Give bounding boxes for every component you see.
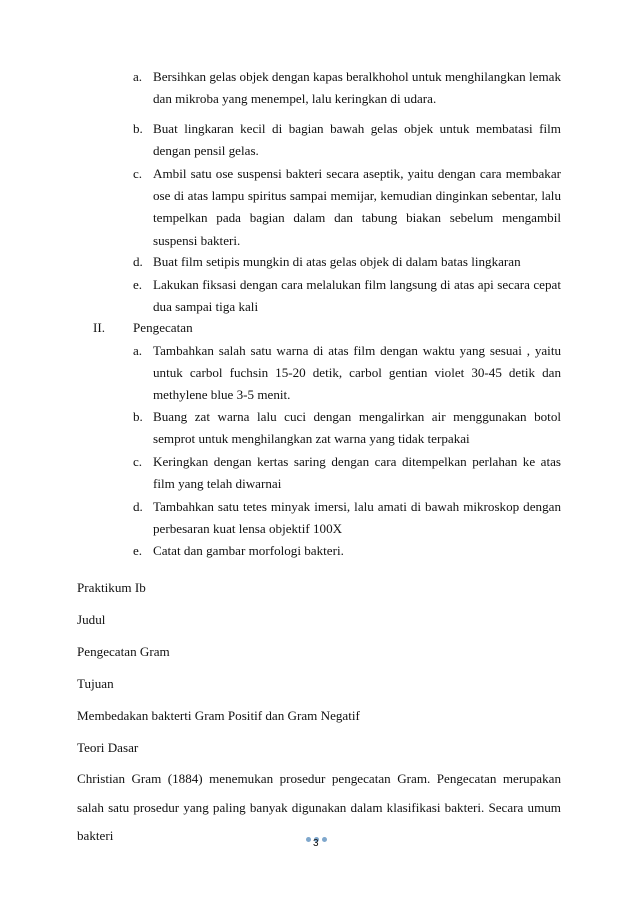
teori-dasar-label: Teori Dasar	[77, 740, 139, 755]
list-marker: c.	[133, 454, 143, 469]
list-text: Bersihkan gelas objek dengan kapas beralkhohol untuk menghilangkan lemak dan mikroba yang menempel, lalu keringkan di udara.	[153, 69, 561, 107]
teori-dasar-text: Christian Gram (1884) menemukan prosedur pengecatan Gram. Pengecatan merupakan salah satu prosedur yang paling banyak digunakan dalam klasifikasi bakteri. Secara umum bakteri	[77, 771, 561, 843]
list-item	[133, 274, 561, 318]
list-marker: b.	[133, 409, 143, 424]
section-numeral: II.	[93, 320, 105, 335]
list-marker: c.	[133, 166, 143, 181]
list-text: Lakukan fiksasi dengan cara melalukan film langsung di atas api secara cepat dua sampai tiga kali	[153, 277, 561, 315]
list-marker: a.	[133, 69, 143, 84]
list-item	[133, 163, 561, 252]
list-item	[133, 118, 561, 162]
judul-label: Judul	[77, 612, 106, 627]
judul-text: Pengecatan Gram	[77, 644, 170, 659]
list-item	[133, 540, 561, 562]
list-text: Ambil satu ose suspensi bakteri secara aseptik, yaitu dengan cara membakar ose di atas lampu spiritus sampai memijar, kemudian dinginkan sebentar, lalu tempelkan pada bagian dalam dan tabung biakan sebelum mengambil suspensi bakteri.	[153, 166, 561, 248]
list-text: Catat dan gambar morfologi bakteri.	[153, 543, 344, 558]
list-marker: e.	[133, 543, 143, 558]
list-item	[133, 451, 561, 495]
list-marker: a.	[133, 343, 143, 358]
list-marker: d.	[133, 254, 143, 269]
list-item	[133, 251, 561, 273]
tujuan-text: Membedakan bakterti Gram Positif dan Gram Negatif	[77, 708, 360, 723]
list-item	[133, 406, 561, 450]
list-item	[133, 340, 561, 407]
list-marker: e.	[133, 277, 143, 292]
page-number: 3	[313, 838, 319, 849]
section-title: Pengecatan	[133, 320, 193, 335]
list-item	[133, 66, 561, 110]
tujuan-label: Tujuan	[77, 676, 114, 691]
praktikum-heading: Praktikum Ib	[77, 580, 146, 595]
list-text: Buang zat warna lalu cuci dengan mengalirkan air menggunakan botol semprot untuk menghilangkan zat warna yang tidak terpakai	[153, 409, 561, 447]
list-text: Buat film setipis mungkin di atas gelas objek di dalam batas lingkaran	[153, 254, 521, 269]
list-item	[133, 496, 561, 540]
list-text: Tambahkan satu tetes minyak imersi, lalu amati di bawah mikroskop dengan perbesaran kuat lensa objektif 100X	[153, 499, 561, 537]
list-marker: b.	[133, 121, 143, 136]
list-text: Tambahkan salah satu warna di atas film dengan waktu yang sesuai , yaitu untuk carbol fuchsin 15-20 detik, carbol gentian violet 30-45 detik dan methylene blue 3-5 menit.	[153, 343, 561, 403]
list-text: Buat lingkaran kecil di bagian bawah gelas objek untuk membatasi film dengan pensil gelas.	[153, 121, 561, 159]
list-text: Keringkan dengan kertas saring dengan cara ditempelkan perlahan ke atas film yang telah diwarnai	[153, 454, 561, 492]
list-marker: d.	[133, 499, 143, 514]
